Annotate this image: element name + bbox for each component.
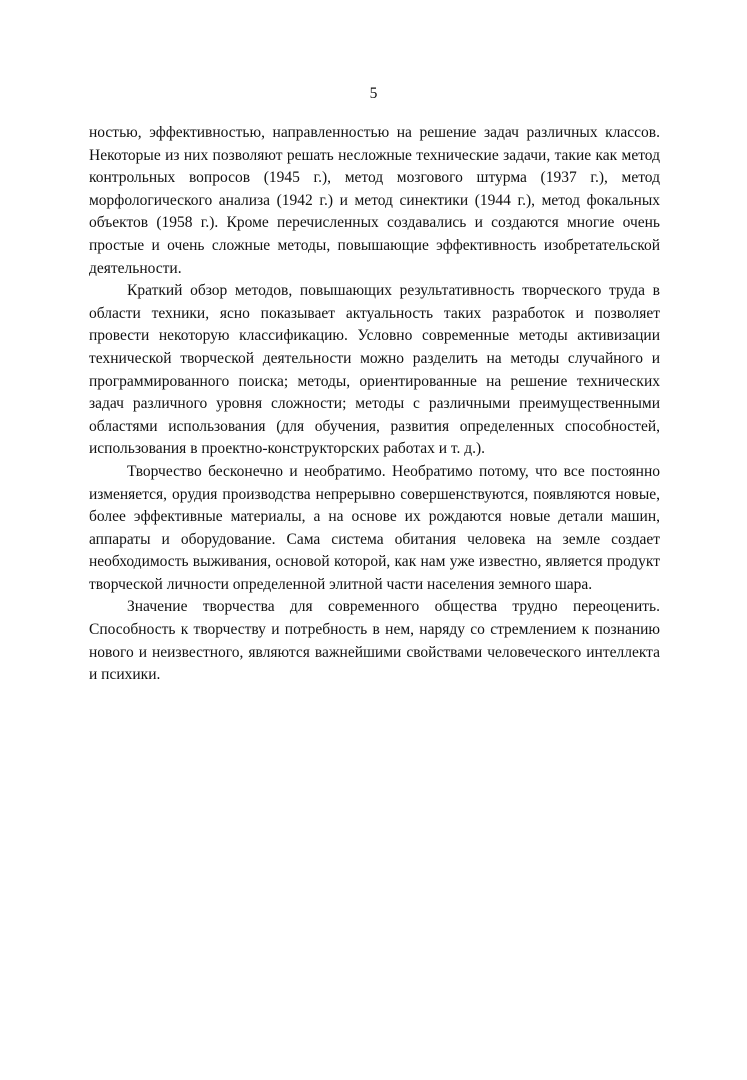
- paragraph-creativity-irreversible: Творчество бесконечно и необратимо. Необратимо потому, что все постоянно изменяется, орудия производства непрерывно совершенствуются, появляются новые, более эффективные материалы, а на основе их рождаются новые детали машин, аппараты и оборудование. Сама система обитания человека на земле создает необходимость выживания, основой которой, как нам уже известно, является продукт творческой личности определенной элитной части населения земного шара.: [89, 462, 660, 593]
- body-text: [89, 122, 660, 687]
- paragraph-creativity-value: Значение творчества для современного общества трудно переоценить. Способность к творчеству и потребность в нем, наряду со стремлением к познанию нового и неизвестного, являются важнейшими свойствами человеческого интеллекта и психики.: [89, 598, 660, 684]
- page-number: 5: [369, 85, 378, 102]
- paragraph-methods-overview: Краткий обзор методов, повышающих результативность творческого труда в области техники, ясно показывает актуальность таких разработок и позволяет провести некоторую классификацию. Условно современные методы активизации технической творческой деятельности можно разделить на методы случайного и программированного поиска; методы, ориентированные на решение технических задач различного уровня сложности; методы с различными преимущественными областями использования (для обучения, развития определенных способностей, использования в проектно-конструкторских работах и т. д.).: [89, 282, 660, 458]
- paragraph-continuation: ностью, эффективностью, направленностью на решение задач различных классов. Некоторые из них позволяют решать несложные технические задачи, такие как метод контрольных вопросов (1945 г.), метод мозгового штурма (1937 г.), метод морфологического анализа (1942 г.) и метод синектики (1944 г.), метод фокальных объектов (1958 г.). Кроме перечисленных создавались и создаются многие очень простые и очень сложные методы, повышающие эффективность изобретательской деятельности.: [89, 124, 660, 277]
